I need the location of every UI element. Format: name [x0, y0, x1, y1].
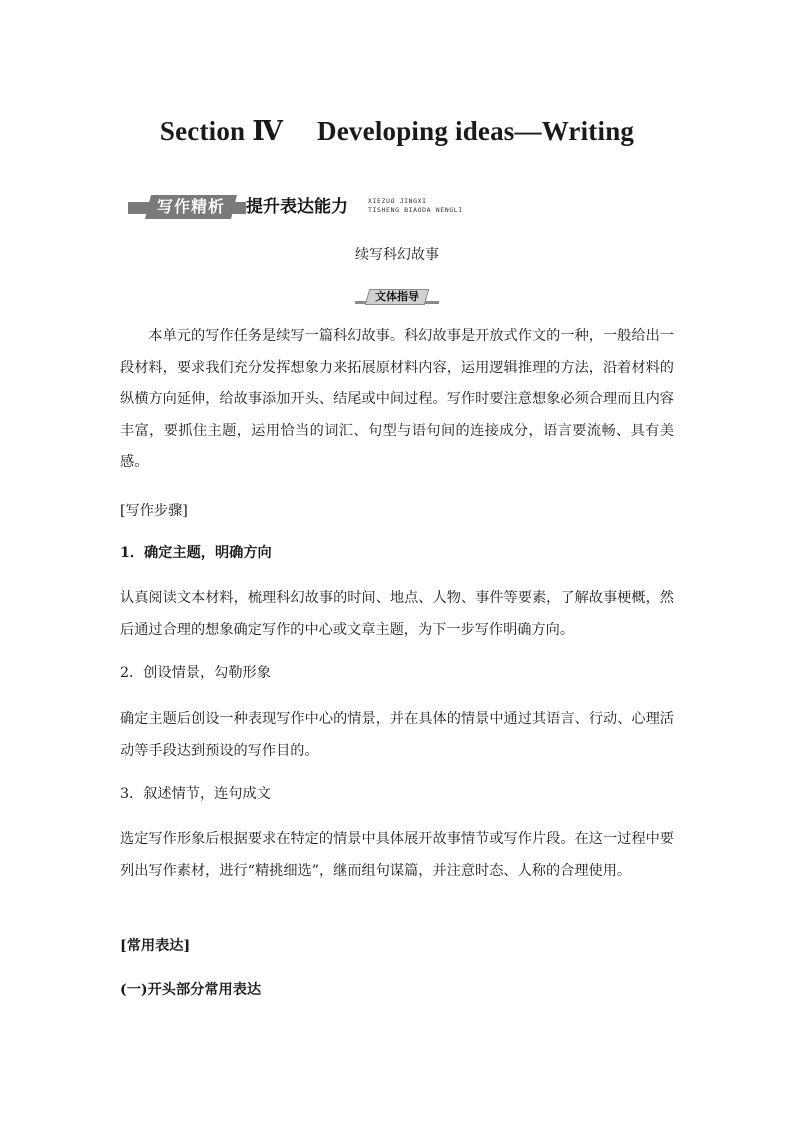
expressions-heading: [常用表达] — [120, 938, 191, 954]
topic-heading: 续写科幻故事 — [355, 247, 439, 263]
page-title — [0, 116, 794, 147]
step-1-body: 认真阅读文本材料，梳理科幻故事的时间、地点、人物、事件等要素，了解故事梗概，然后通过合理的想象确定写作的中心或文章主题，为下一步写作明确方向。 — [120, 590, 674, 638]
expressions-subheading: (一)开头部分常用表达 — [120, 982, 262, 998]
section-number: Section Ⅳ — [159, 116, 284, 146]
banner-label: 写作精析 — [156, 197, 225, 216]
intro-paragraph: 本单元的写作任务是续写一篇科幻故事。科幻故事是开放式作文的一种，一般给出一段材料，要求我们充分发挥想象力来拓展原材料内容，运用逻辑推理的方法，沿着材料的纵横方向延伸，给故事添加开头、结尾或中间过程。写作时要注意想象必须合理而且内容丰富，要抓住主题，运用恰当的词汇、句型与语句间的连接成分，语言要流畅、具有美感。 — [120, 328, 674, 470]
banner-title: 提升表达能力 — [246, 197, 348, 217]
step-3-body: 选定写作形象后根据要求在特定的情景中具体展开故事情节或写作片段。在这一过程中要列出写作素材，进行“精挑细选”，继而组句谋篇，并注意时态、人称的合理使用。 — [120, 831, 674, 879]
banner-pinyin-line-1: XIEZUO JINGXI — [368, 197, 427, 205]
steps-heading: [写作步骤] — [120, 503, 188, 519]
guide-tag — [355, 289, 439, 305]
step-1-heading: 1．确定主题，明确方向 — [120, 545, 272, 561]
banner-pinyin — [368, 197, 463, 215]
step-2-body: 确定主题后创设一种表现写作中心的情景，并在具体的情景中通过其语言、行动、心理活动等手段达到预设的写作目的。 — [120, 711, 674, 759]
guide-tag-label: 文体指导 — [375, 290, 419, 303]
step-2-heading: 2．创设情景，勾勒形象 — [120, 665, 271, 681]
step-3-heading: 3．叙述情节，连句成文 — [120, 786, 271, 802]
banner-pinyin-line-2: TISHENG BIAODA NENGLI — [368, 206, 463, 214]
section-banner — [128, 194, 463, 220]
section-title: Developing ideas—Writing — [317, 116, 635, 146]
